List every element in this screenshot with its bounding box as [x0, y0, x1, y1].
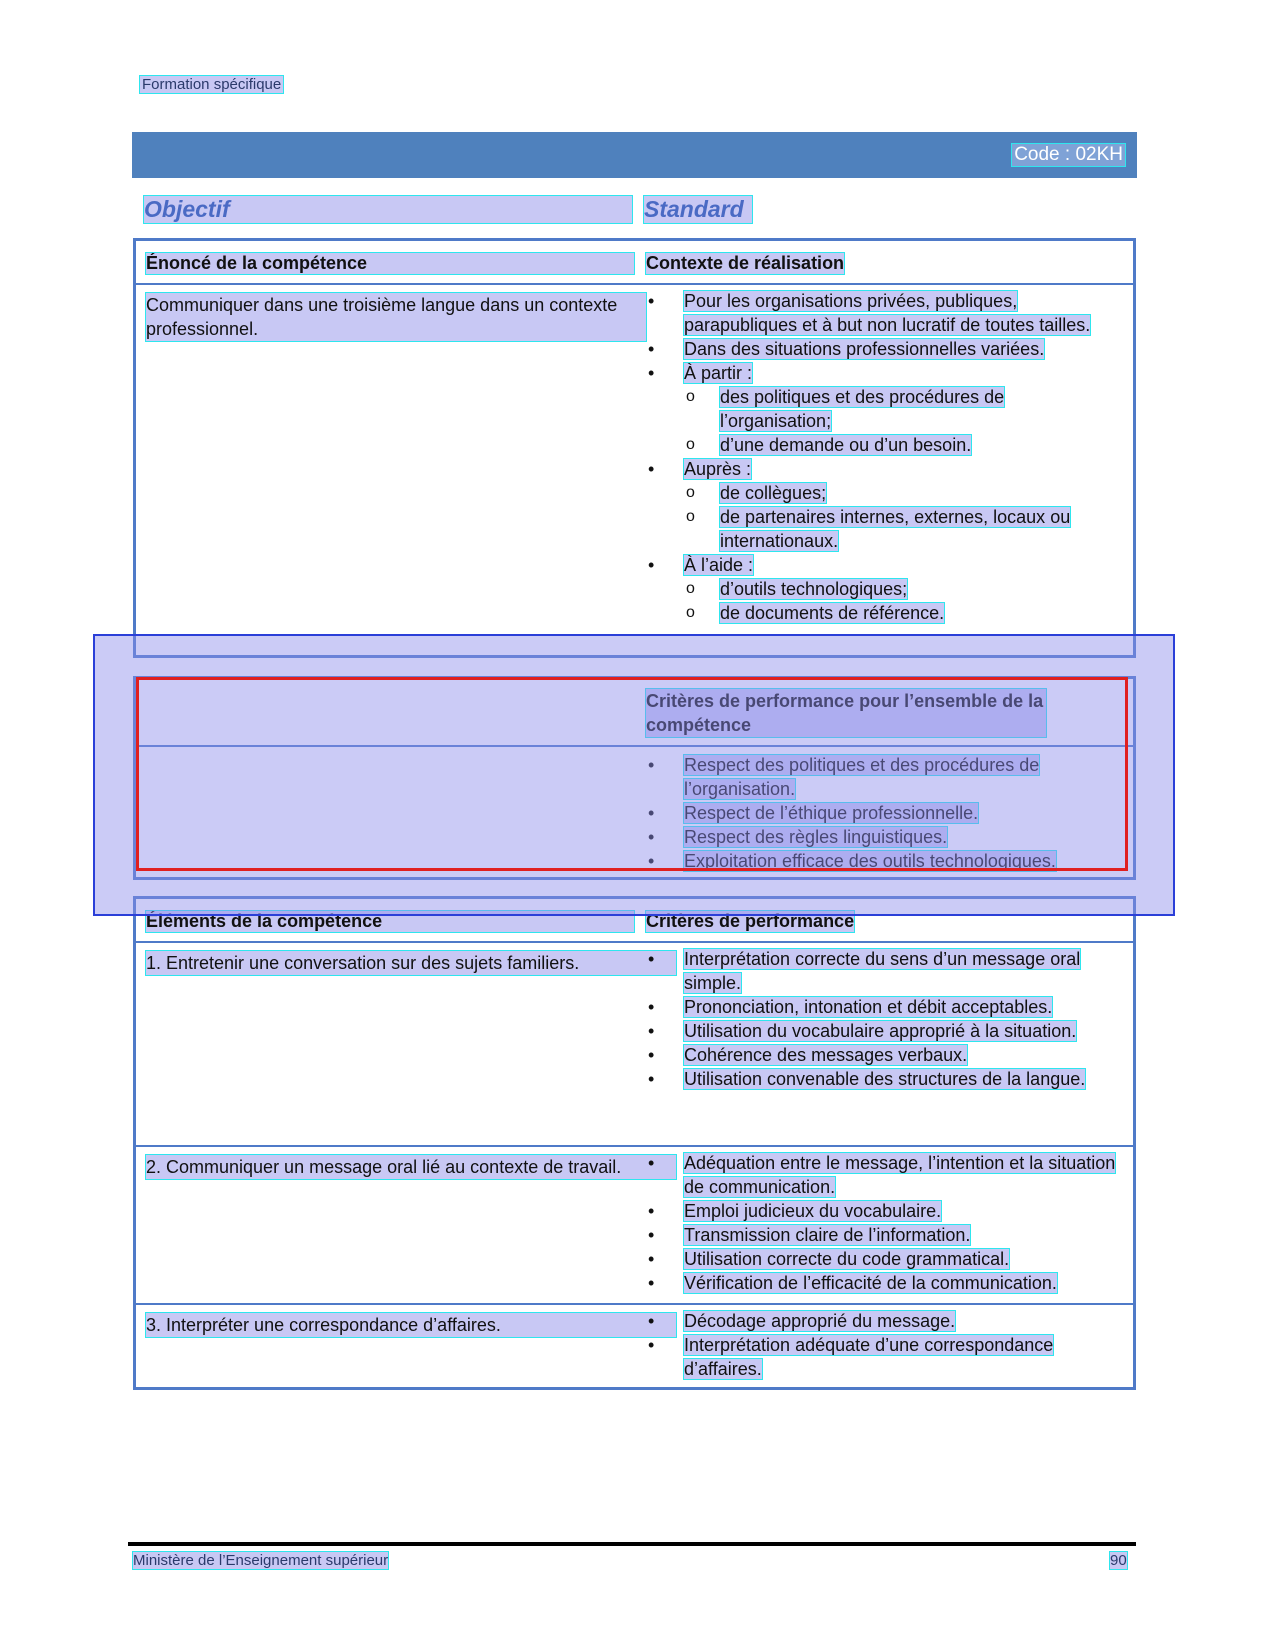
contexte-subitem-text: des politiques et des procédures de l’organisation;: [720, 387, 1005, 431]
critere-item-text: Cohérence des messages verbaux.: [684, 1045, 968, 1065]
element-row-1: [136, 943, 1133, 1147]
footer-page-number: 90: [1110, 1552, 1127, 1569]
col-header-enonce: Énoncé de la compétence: [146, 253, 634, 274]
critere-item: [646, 1151, 1116, 1199]
critere-ensemble-item-text: Respect de l’éthique professionnelle.: [684, 803, 979, 823]
contexte-sublist: [646, 481, 1116, 553]
competence-box-row: [136, 285, 1133, 655]
contexte-item: [646, 553, 1116, 625]
contexte-item: [646, 361, 1116, 457]
critere-item-text: Transmission claire de l’information.: [684, 1225, 971, 1245]
critere-item-text: Adéquation entre le message, l’intention et la situation de communication.: [684, 1153, 1116, 1197]
element-criteres-2: [646, 1151, 1116, 1295]
col-header-elements: Éléments de la compétence: [146, 911, 634, 932]
critere-item: [646, 995, 1116, 1019]
critere-item-text: Interprétation adéquate d’une correspondance d’affaires.: [684, 1335, 1054, 1379]
footer-rule: [128, 1542, 1136, 1546]
critere-item-text: Prononciation, intonation et débit acceptables.: [684, 997, 1053, 1017]
element-text-2: 2. Communiquer un message oral lié au contexte de travail.: [146, 1155, 676, 1179]
critere-item: [646, 1309, 1116, 1333]
contexte-list: [646, 289, 1116, 625]
contexte-item-text: Pour les organisations privées, publiques, parapubliques et à but non lucratif de toutes tailles.: [684, 291, 1091, 335]
criteres-list-2: [646, 1151, 1116, 1295]
critere-item-text: Décodage approprié du message.: [684, 1311, 956, 1331]
element-criteres-3: [646, 1309, 1116, 1381]
contexte-list-wrap: [646, 289, 1116, 625]
critere-item-text: Utilisation convenable des structures de la langue.: [684, 1069, 1086, 1089]
contexte-item: [646, 337, 1116, 361]
critere-item-text: Utilisation correcte du code grammatical.: [684, 1249, 1010, 1269]
critere-item-text: Interprétation correcte du sens d’un message oral simple.: [684, 949, 1081, 993]
critere-item: [646, 1043, 1116, 1067]
competence-box: [133, 238, 1136, 658]
selection-highlight-box: [136, 677, 1128, 871]
contexte-subitem: [646, 385, 1116, 433]
document-section-label: Formation spécifique: [142, 76, 282, 93]
element-text-1: 1. Entretenir une conversation sur des sujets familiers.: [146, 951, 676, 975]
code-banner: [132, 132, 1137, 178]
critere-item: [646, 947, 1116, 995]
contexte-sublist: [646, 577, 1116, 625]
contexte-subitem-text: d’une demande ou d’un besoin.: [720, 435, 972, 455]
critere-item-text: Emploi judicieux du vocabulaire.: [684, 1201, 942, 1221]
col-header-criteres: Critères de performance: [646, 911, 855, 931]
critere-item: [646, 1223, 1116, 1247]
critere-item: [646, 1067, 1116, 1091]
contexte-subitem: [646, 601, 1116, 625]
critere-item: [646, 1247, 1116, 1271]
enonce-text: Communiquer dans une troisième langue dans un contexte professionnel.: [146, 293, 646, 341]
contexte-subitem: [646, 481, 1116, 505]
critere-ensemble-item-text: Respect des politiques et des procédures de l’organisation.: [684, 755, 1040, 799]
contexte-subitem-text: de collègues;: [720, 483, 827, 503]
element-row-3: [136, 1305, 1133, 1389]
heading-objectif: Objectif: [144, 196, 632, 223]
contexte-subitem-text: de documents de référence.: [720, 603, 945, 623]
contexte-item-text: Dans des situations professionnelles variées.: [684, 339, 1045, 359]
contexte-item: [646, 289, 1116, 337]
criteres-ensemble-title: Critères de performance pour l’ensemble de la compétence: [646, 689, 1046, 737]
contexte-sublist: [646, 385, 1116, 457]
critere-item: [646, 1271, 1116, 1295]
contexte-subitem-text: d’outils technologiques;: [720, 579, 908, 599]
element-text-3: 3. Interpréter une correspondance d’affaires.: [146, 1313, 676, 1337]
contexte-item: [646, 457, 1116, 553]
contexte-item-text: À l’aide :: [684, 555, 754, 575]
critere-ensemble-item-text: Exploitation efficace des outils technologiques.: [684, 851, 1056, 871]
criteres-list-3: [646, 1309, 1116, 1381]
element-criteres-1: [646, 947, 1116, 1091]
footer-ministry: Ministère de l’Enseignement supérieur: [133, 1552, 389, 1569]
contexte-item-text: Auprès :: [684, 459, 752, 479]
critere-item: [646, 1333, 1116, 1381]
contexte-subitem: [646, 577, 1116, 601]
elements-box: [133, 896, 1136, 1390]
contexte-subitem-text: de partenaires internes, externes, locaux ou internationaux.: [720, 507, 1071, 551]
critere-ensemble-item-text: Respect des règles linguistiques.: [684, 827, 948, 847]
competence-box-header: [136, 241, 1133, 285]
col-header-contexte: Contexte de réalisation: [646, 253, 845, 273]
critere-item-text: Utilisation du vocabulaire approprié à la situation.: [684, 1021, 1077, 1041]
heading-standard: Standard: [644, 196, 752, 223]
contexte-subitem: [646, 505, 1116, 553]
competence-code: Code : 02KH: [1014, 144, 1123, 165]
contexte-item-text: À partir :: [684, 363, 753, 383]
criteres-list-1: [646, 947, 1116, 1091]
contexte-subitem: [646, 433, 1116, 457]
critere-item: [646, 1019, 1116, 1043]
element-row-2: [136, 1147, 1133, 1305]
critere-item-text: Vérification de l’efficacité de la communication.: [684, 1273, 1057, 1293]
critere-item: [646, 1199, 1116, 1223]
